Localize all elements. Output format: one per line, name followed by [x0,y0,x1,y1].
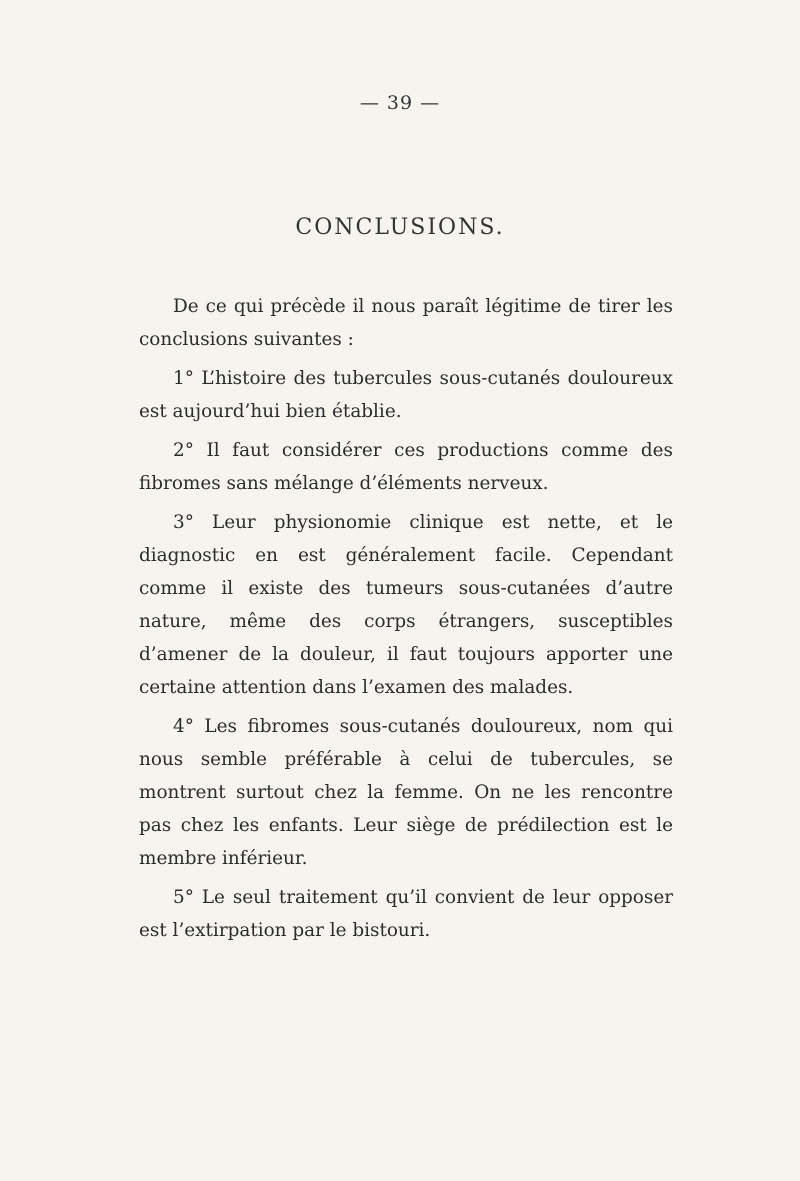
section-heading: CONCLUSIONS. [295,215,505,240]
paragraph-intro: De ce qui précède il nous paraît légitime de tirer les conclusions suivantes : [139,296,673,350]
body-text [139,290,673,953]
page-number: — 39 — [359,92,441,114]
paragraph-conclusion-5: 5° Le seul traitement qu’il convient de leur opposer est l’extirpation par le bistouri. [139,887,673,941]
paragraph-conclusion-2: 2° Il faut considérer ces productions comme des fibromes sans mélange d’éléments nerveux. [139,440,673,494]
paragraph-conclusion-3: 3° Leur physionomie clinique est nette, et le diagnostic en est généralement facile. Cependant comme il existe des tumeurs sous-cutanées d’autre nature, même des corps étrangers, susceptibles d’amener de la douleur, il faut toujours apporter une certaine attention dans l’examen des malades. [139,512,673,698]
paragraph-conclusion-4: 4° Les fibromes sous-cutanés douloureux, nom qui nous semble préférable à celui de tubercules, se montrent surtout chez la femme. On ne les rencontre pas chez les enfants. Leur siège de prédilection est le membre inférieur. [139,716,673,869]
paragraph-conclusion-1: 1° L’histoire des tubercules sous-cutanés douloureux est aujourd’hui bien établie. [139,368,673,422]
